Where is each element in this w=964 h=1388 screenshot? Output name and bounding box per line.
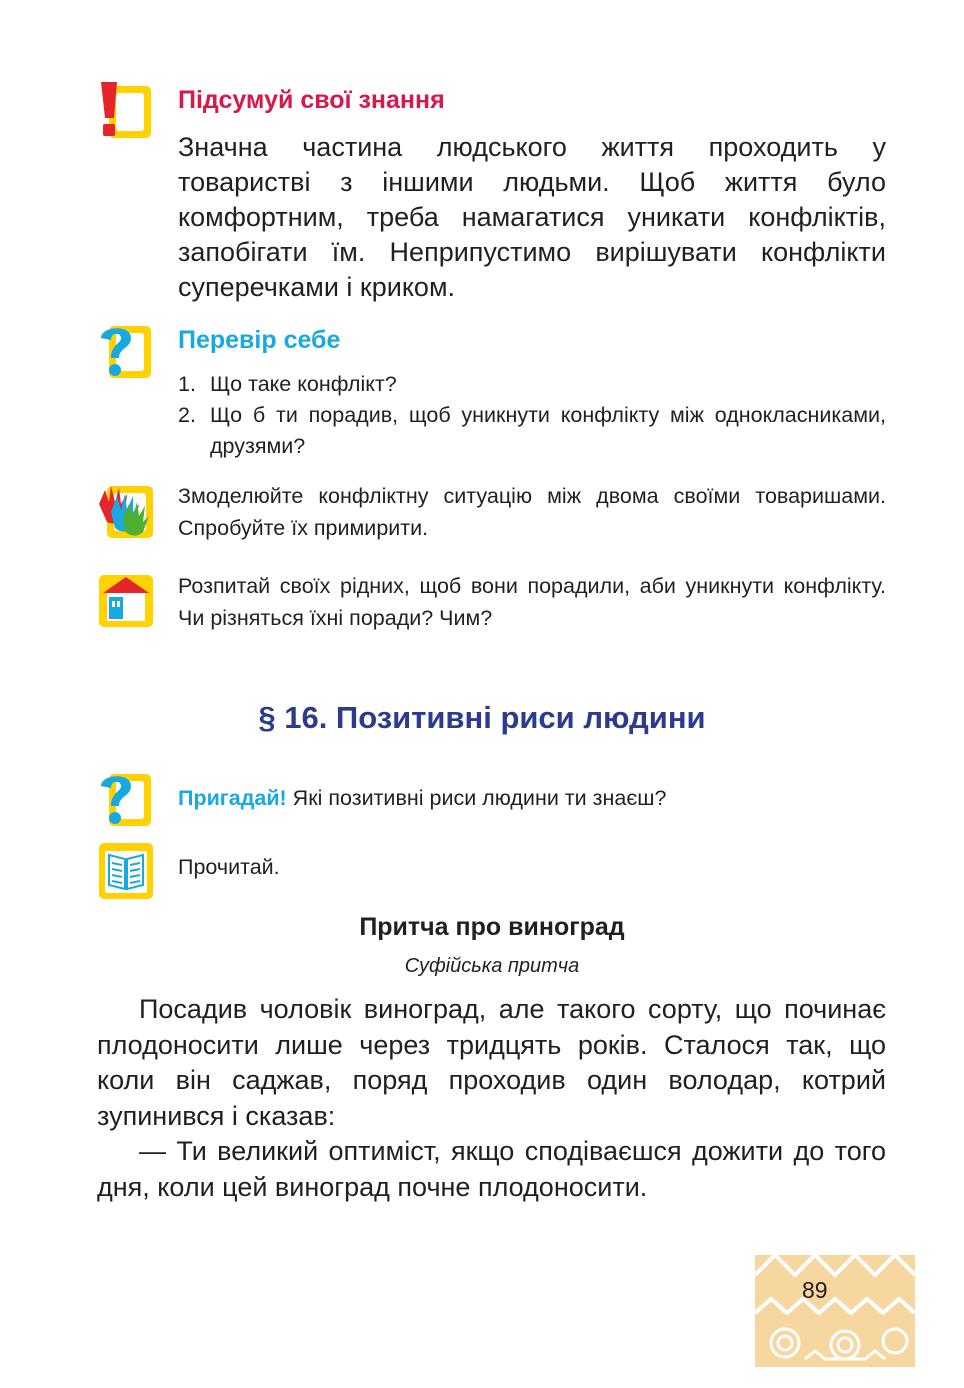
question-number: 1. <box>178 372 196 396</box>
question-list <box>178 369 886 462</box>
question-icon <box>97 322 155 378</box>
hands-icon <box>97 482 155 538</box>
summary-title: Підсумуй свої знання <box>178 86 445 114</box>
story-title: Притча про виноград <box>359 913 625 941</box>
home-task-text: Розпитай своїх рідних, щоб вони порадили, аби уникнути конфлікту. Чи різняться їхні поради? Чим? <box>178 574 886 630</box>
list-item <box>178 369 886 400</box>
story-paragraph: — Ти великий оптиміст, якщо сподіваєшся дожити до того дня, коли цей виноград почне плодоносити. <box>97 1136 886 1202</box>
page-corner-ornament <box>755 1255 915 1367</box>
group-task-text: Змоделюйте конфліктну ситуацію між двома своїми товаришами. Спробуйте їх примирити. <box>178 484 886 540</box>
exclamation-icon <box>97 80 155 136</box>
page-number: 89 <box>802 1277 828 1303</box>
question-text: Що таке конфлікт? <box>210 372 397 396</box>
question-icon <box>97 770 155 826</box>
check-title: Перевір себе <box>178 326 341 354</box>
read-instruction: Прочитай. <box>178 855 280 879</box>
summary-text: Значна частина людського життя проходить у товаристві з іншими людьми. Щоб життя було комфортним, треба намагатися уникати конфліктів, запобігати їм. Неприпустимо вирішувати конфлікти суперечками і криком. <box>178 132 886 302</box>
list-item <box>178 400 886 462</box>
question-text: Що б ти порадив, щоб уникнути конфлікту між однокласниками, друзями? <box>210 403 886 458</box>
story-body <box>97 992 886 1205</box>
recall-text: Які позитивні риси людини ти знаєш? <box>286 786 667 810</box>
house-icon <box>97 571 155 627</box>
story-paragraph: Посадив чоловік виноград, але такого сорту, що починає плодоносити лише через тридцять років. Сталося так, що коли він саджав, поряд проходив один володар, котрий зупинився і сказав: <box>97 994 886 1131</box>
book-icon <box>97 841 155 897</box>
question-number: 2. <box>178 403 196 427</box>
recall-line <box>178 786 667 811</box>
section-title: § 16. Позитивні риси людини <box>258 700 706 735</box>
story-subtitle: Суфійська притча <box>404 955 580 977</box>
recall-lead: Пригадай! <box>178 786 287 810</box>
